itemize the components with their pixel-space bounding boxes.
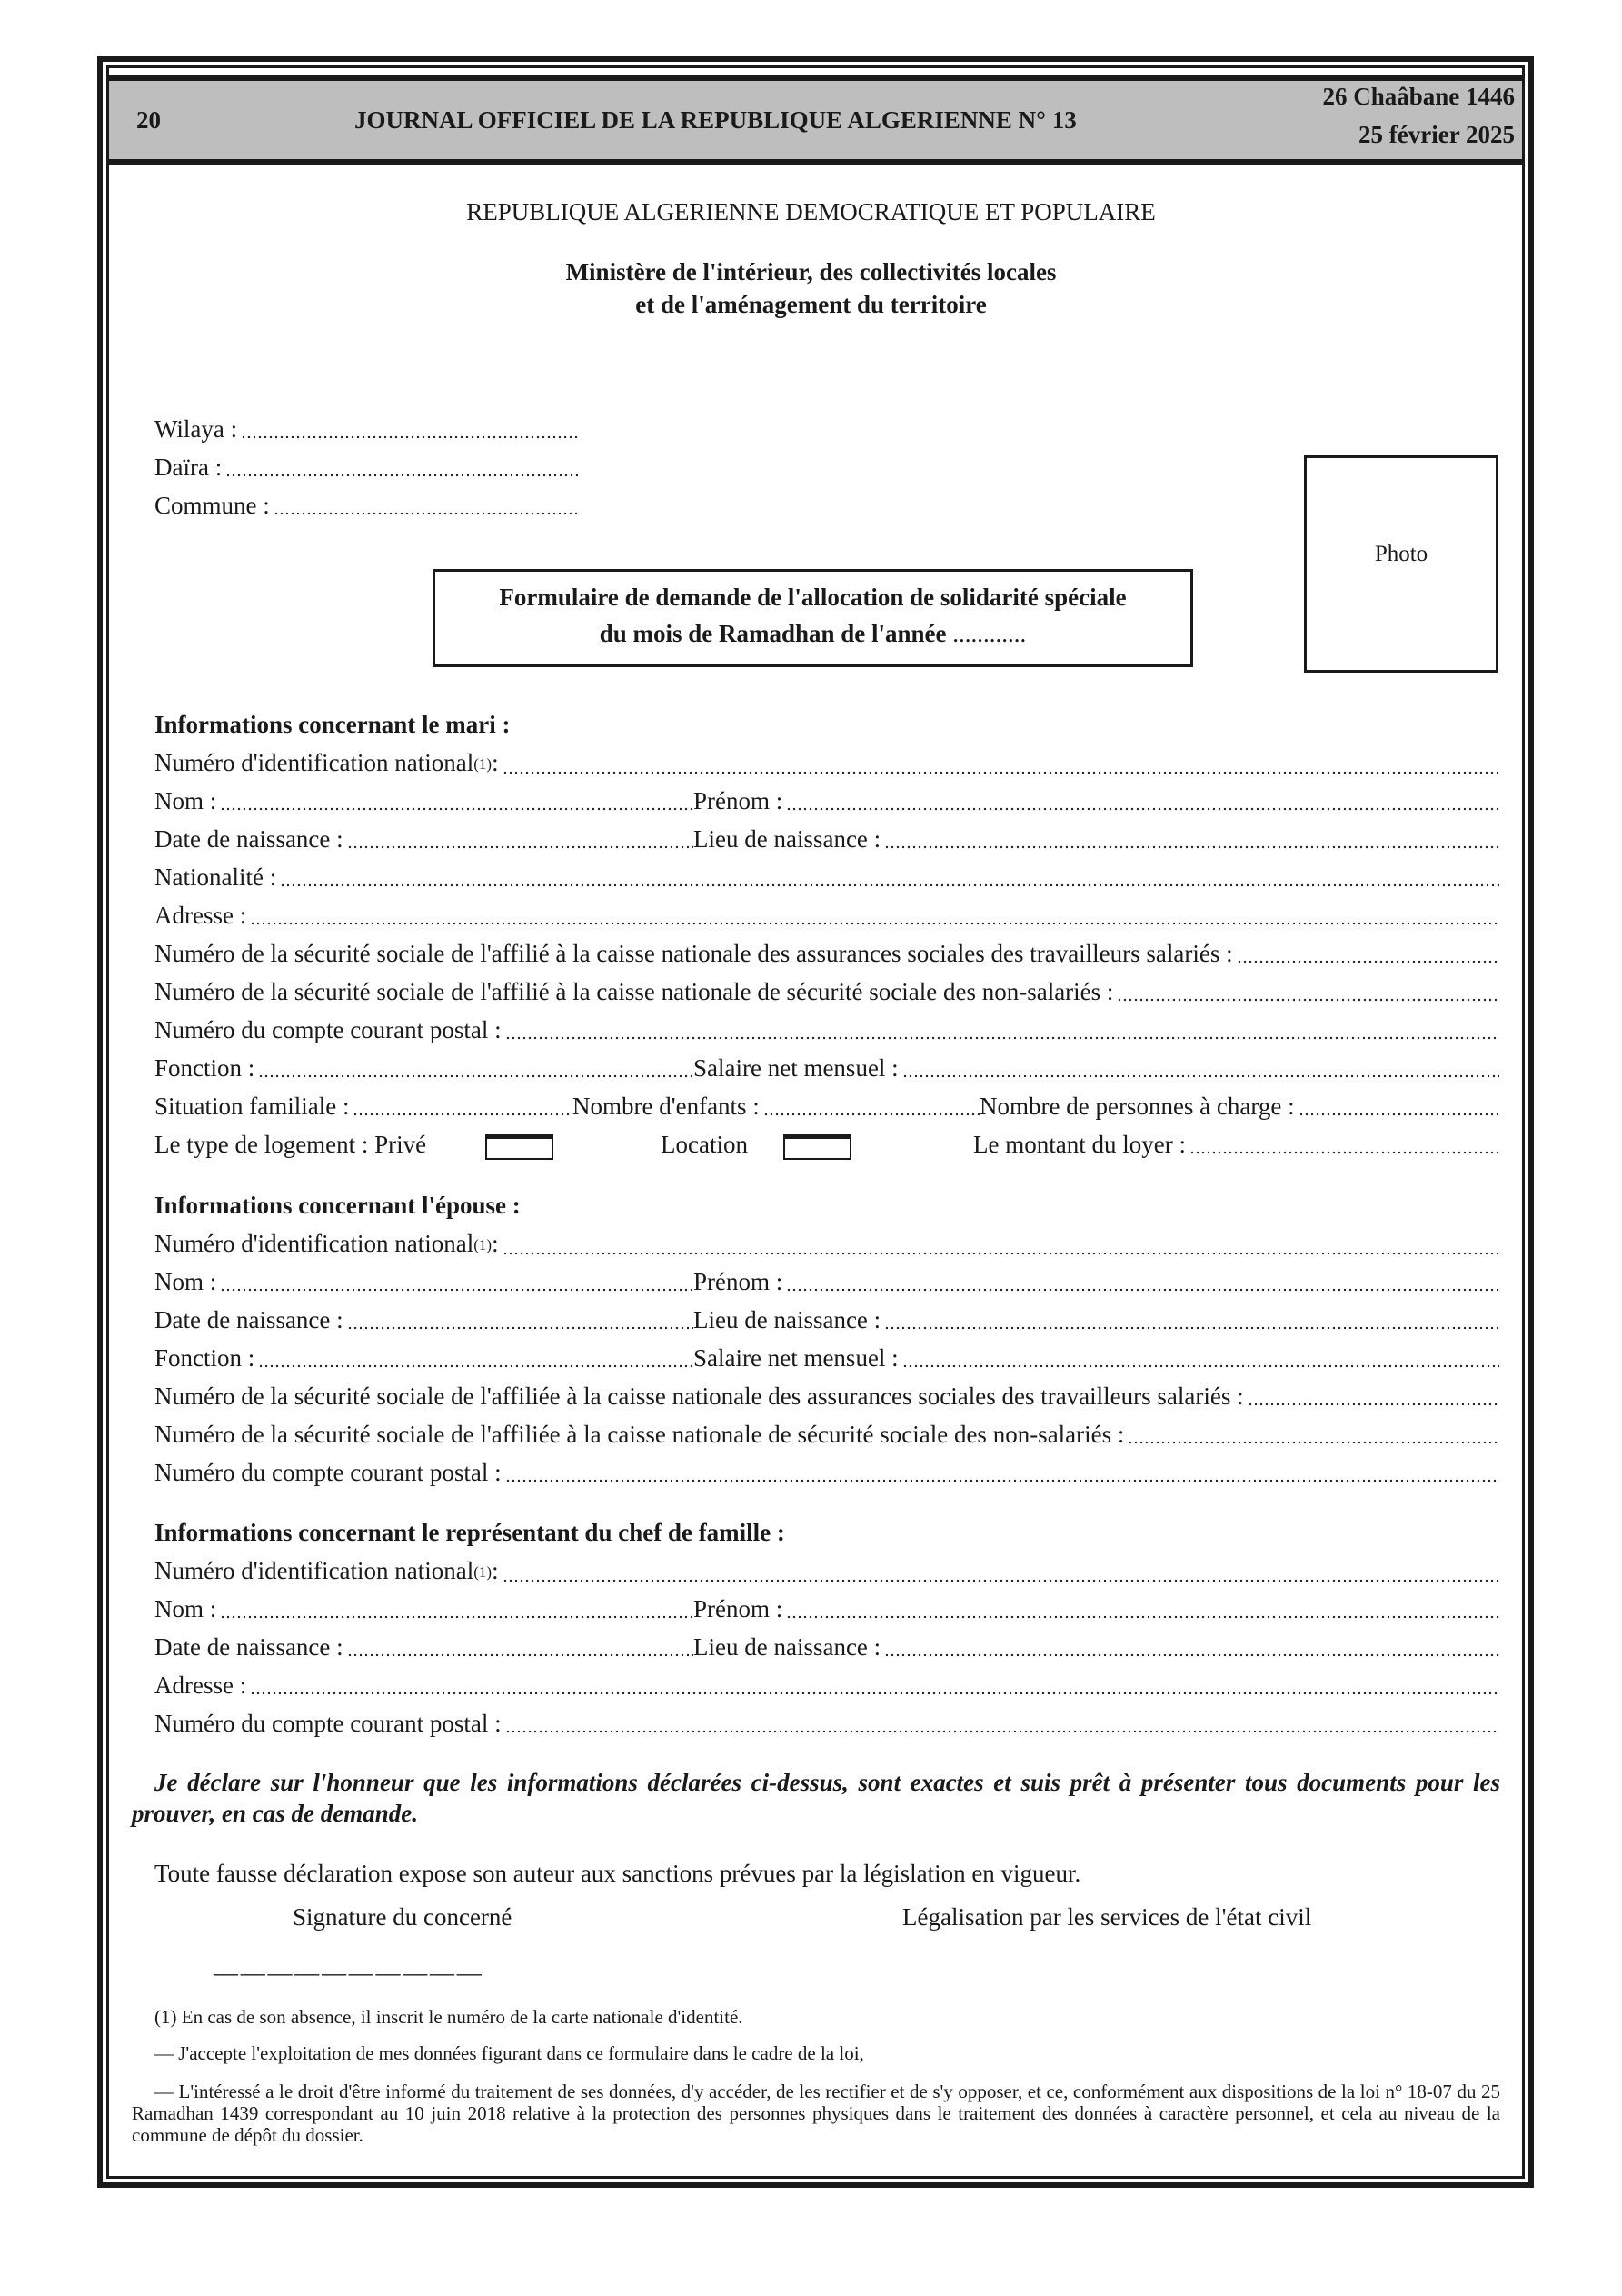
field-label-suffix: :: [492, 1230, 499, 1257]
private-housing-checkbox[interactable]: [485, 1134, 553, 1160]
section-title: Informations concernant l'épouse :: [154, 1192, 521, 1219]
form-row: [154, 973, 1499, 1011]
field-rent-amount: [973, 1125, 1499, 1163]
field-nom: [154, 782, 693, 820]
signature-label: Signature du concerné: [293, 1903, 512, 1931]
year-field[interactable]: ............: [952, 620, 1027, 647]
field-salaire-net-mensuel: [693, 1049, 1499, 1087]
field-prenom: [693, 1263, 1499, 1301]
ministry-line-2: et de l'aménagement du territoire: [635, 291, 987, 318]
field-input-dotted[interactable]: [1117, 997, 1499, 1003]
field-label: Situation familiale :: [154, 1093, 350, 1120]
form-row: [154, 744, 1499, 782]
field-label: Date de naissance :: [154, 825, 343, 853]
field-label: Numéro du compte courant postal :: [154, 1459, 502, 1486]
field-input-dotted[interactable]: [347, 1652, 693, 1658]
field-numero-d-identification-national: [154, 1224, 1499, 1266]
field-input-dotted[interactable]: [347, 1325, 693, 1331]
field-input-dotted[interactable]: [274, 511, 578, 516]
field-date-de-naissance: [154, 1301, 693, 1339]
field-input-dotted[interactable]: [347, 844, 693, 850]
field-wilaya: [154, 410, 578, 448]
field-input-dotted[interactable]: [280, 883, 1499, 888]
field-adresse: [154, 1666, 1499, 1704]
field-input-dotted[interactable]: [505, 1035, 1499, 1041]
field-label: Salaire net mensuel :: [693, 1344, 899, 1372]
field-numero-de-la-securite-sociale-de-l-affil: [154, 1415, 1499, 1453]
form-row: [154, 1087, 1499, 1125]
section-wife: [154, 1186, 1499, 1492]
false-declaration-warning: Toute fausse déclaration expose son auteur aux sanctions prévues par la législation en vigueur.: [154, 1860, 1081, 1887]
form-row: [154, 1552, 1499, 1590]
field-label: Lieu de naissance :: [693, 1633, 881, 1661]
field-nationalite: [154, 858, 1499, 896]
field-input-dotted[interactable]: [220, 1614, 693, 1620]
form-row: [154, 410, 578, 448]
field-label: Prénom :: [693, 1595, 783, 1622]
field-label: Numéro de la sécurité sociale de l'affilié à la caisse nationale des assurances sociales des travailleurs salariés :: [154, 940, 1233, 967]
field-numero-d-identification-national: [154, 1552, 1499, 1593]
field-label: Nombre d'enfants :: [572, 1093, 760, 1120]
field-fonction: [154, 1049, 693, 1087]
field-label: Adresse :: [154, 902, 247, 929]
field-input-dotted[interactable]: [786, 806, 1499, 812]
field-label: Salaire net mensuel :: [693, 1054, 899, 1082]
section-title: Informations concernant le mari :: [154, 711, 511, 738]
field-label: Nom :: [154, 1595, 217, 1622]
form-row: [154, 1263, 1499, 1301]
field-label: Wilaya :: [154, 415, 238, 443]
field-input-dotted[interactable]: [258, 1073, 693, 1079]
section-husband: [154, 705, 1499, 1163]
field-input-dotted[interactable]: [250, 1691, 1499, 1696]
field-lieu-de-naissance: [693, 820, 1499, 858]
footnote-separator: — — — — — — — — — —: [214, 1959, 480, 1986]
field-label: Fonction :: [154, 1054, 255, 1082]
field-label: Nom :: [154, 1268, 217, 1295]
field-prenom: [693, 782, 1499, 820]
rental-housing-checkbox[interactable]: [783, 1134, 851, 1160]
form-row: [154, 1415, 1499, 1453]
field-input-dotted[interactable]: [503, 770, 1499, 775]
form-row: [154, 486, 578, 524]
field-label: Le montant du loyer :: [973, 1131, 1186, 1158]
photo-box: [1304, 455, 1498, 673]
field-label: Daïra :: [154, 454, 223, 481]
field-label: Lieu de naissance :: [693, 825, 881, 853]
field-label-suffix: :: [492, 1557, 499, 1584]
field-label: Numéro de la sécurité sociale de l'affilié à la caisse nationale de sécurité sociale des non-salariés :: [154, 978, 1114, 1005]
form-row: [154, 1224, 1499, 1263]
field-label: Lieu de naissance :: [693, 1306, 881, 1333]
field-input-dotted[interactable]: [1299, 1112, 1499, 1117]
field-date-de-naissance: [154, 820, 693, 858]
section-representative: [154, 1513, 1499, 1742]
journal-title: JOURNAL OFFICIEL DE LA REPUBLIQUE ALGERIENNE N° 13: [354, 106, 1077, 134]
form-title-box: [433, 569, 1193, 667]
field-input-dotted[interactable]: [763, 1112, 980, 1117]
republic-heading: REPUBLIQUE ALGERIENNE DEMOCRATIQUE ET POPULAIRE: [466, 198, 1156, 225]
honor-declaration: Je déclare sur l'honneur que les informations déclarées ci-dessus, sont exactes et suis prêt à présenter tous documents pour les prouver, en cas de demande.: [132, 1769, 1500, 1827]
field-label: Numéro du compte courant postal :: [154, 1710, 502, 1737]
housing-row: [154, 1125, 1499, 1163]
field-label: Prénom :: [693, 1268, 783, 1295]
field-label: Numéro d'identification national: [154, 1230, 474, 1257]
field-numero-de-la-securite-sociale-de-l-affil: [154, 973, 1499, 1011]
field-daira: [154, 448, 578, 486]
housing-type-label: Le type de logement : Privé: [154, 1131, 427, 1158]
field-numero-du-compte-courant-postal: [154, 1011, 1499, 1049]
form-row: [154, 448, 578, 486]
legalisation-label: Légalisation par les services de l'état civil: [902, 1903, 1312, 1931]
field-label: Fonction :: [154, 1344, 255, 1372]
form-row: [154, 1666, 1499, 1704]
footnote-consent: — J'accepte l'exploitation de mes données figurant dans ce formulaire dans le cadre de la loi,: [154, 2042, 864, 2064]
field-nombre-d-enfants: [572, 1087, 980, 1125]
field-input-dotted[interactable]: [884, 844, 1499, 850]
field-input-dotted[interactable]: [220, 806, 693, 812]
field-prenom: [693, 1590, 1499, 1628]
form-title-line-2: du mois de Ramadhan de l'année: [599, 620, 947, 647]
field-numero-du-compte-courant-postal: [154, 1453, 1499, 1492]
form-row: [154, 1339, 1499, 1377]
field-label: Date de naissance :: [154, 1306, 343, 1333]
form-row: [154, 1301, 1499, 1339]
form-row: [154, 782, 1499, 820]
field-input-dotted[interactable]: [1189, 1150, 1499, 1155]
field-input-dotted[interactable]: [503, 1251, 1499, 1256]
field-input-dotted[interactable]: [1248, 1402, 1499, 1407]
field-numero-d-identification-national: [154, 744, 1499, 785]
field-fonction: [154, 1339, 693, 1377]
field-input-dotted[interactable]: [241, 434, 578, 440]
footnote-marker: (1): [473, 755, 493, 773]
field-lieu-de-naissance: [693, 1301, 1499, 1339]
ministry-line-1: Ministère de l'intérieur, des collectivités locales: [565, 258, 1057, 285]
field-input-dotted[interactable]: [258, 1363, 693, 1369]
field-input-dotted[interactable]: [220, 1287, 693, 1293]
form-row: [154, 1453, 1499, 1492]
form-title-line-1: Formulaire de demande de l'allocation de solidarité spéciale: [499, 584, 1127, 611]
form-row: [154, 1628, 1499, 1666]
field-input-dotted[interactable]: [505, 1729, 1499, 1734]
page-number: 20: [136, 106, 161, 134]
field-input-dotted[interactable]: [353, 1112, 572, 1117]
field-input-dotted[interactable]: [902, 1363, 1499, 1369]
photo-label: Photo: [1374, 542, 1428, 566]
field-input-dotted[interactable]: [902, 1073, 1499, 1079]
field-label: Prénom :: [693, 787, 783, 814]
journal-header: [109, 75, 1522, 165]
field-label: Nationalité :: [154, 863, 277, 891]
field-input-dotted[interactable]: [505, 1478, 1499, 1483]
field-date-de-naissance: [154, 1628, 693, 1666]
field-nombre-de-personnes-a-charge: [980, 1087, 1499, 1125]
field-label: Numéro de la sécurité sociale de l'affiliée à la caisse nationale de sécurité sociale des non-salariés :: [154, 1421, 1125, 1448]
location-fields: [154, 410, 578, 524]
field-adresse: [154, 896, 1499, 934]
field-nom: [154, 1263, 693, 1301]
field-numero-du-compte-courant-postal: [154, 1704, 1499, 1742]
field-label: Numéro d'identification national: [154, 749, 474, 776]
field-label: Commune :: [154, 492, 270, 519]
field-label: Numéro d'identification national: [154, 1557, 474, 1584]
rental-option-label: Location: [661, 1131, 748, 1158]
field-input-dotted[interactable]: [503, 1578, 1499, 1583]
form-row: [154, 896, 1499, 934]
form-row: [154, 858, 1499, 896]
field-label: Adresse :: [154, 1672, 247, 1699]
section-title: Informations concernant le représentant du chef de famille :: [154, 1519, 785, 1546]
field-input-dotted[interactable]: [225, 473, 578, 478]
field-label: Nom :: [154, 787, 217, 814]
field-numero-de-la-securite-sociale-de-l-affil: [154, 934, 1499, 973]
field-input-dotted[interactable]: [884, 1652, 1499, 1658]
form-row: [154, 820, 1499, 858]
field-label: Numéro du compte courant postal :: [154, 1016, 502, 1043]
field-input-dotted[interactable]: [786, 1287, 1499, 1293]
form-row: [154, 934, 1499, 973]
field-situation-familiale: [154, 1087, 572, 1125]
field-label: Nombre de personnes à charge :: [980, 1093, 1295, 1120]
form-row: [154, 1049, 1499, 1087]
footnote-marker: (1): [473, 1236, 493, 1253]
field-numero-de-la-securite-sociale-de-l-affil: [154, 1377, 1499, 1415]
form-row: [154, 1377, 1499, 1415]
field-label-suffix: :: [492, 749, 499, 776]
footnote-data-rights: — L'intéressé a le droit d'être informé du traitement de ses données, d'y accéder, de les rectifier et de s'y opposer, et ce, conformément aux dispositions de la loi n° 18-07 du 25 Ramadhan 1439 correspondant au 10 juin 2018 relative à la protection des personnes physiques dans le traitement des données à caractère personnel, et cela au niveau de la commune de dépôt du dossier.: [132, 2081, 1500, 2146]
gregorian-date: 25 février 2025: [1358, 121, 1515, 148]
field-input-dotted[interactable]: [884, 1325, 1499, 1331]
field-lieu-de-naissance: [693, 1628, 1499, 1666]
field-commune: [154, 486, 578, 524]
form-row: [154, 1704, 1499, 1742]
field-salaire-net-mensuel: [693, 1339, 1499, 1377]
footnote-marker: (1): [473, 1563, 493, 1581]
footnote-1: (1) En cas de son absence, il inscrit le numéro de la carte nationale d'identité.: [154, 2006, 743, 2028]
field-input-dotted[interactable]: [250, 921, 1499, 926]
form-row: [154, 1590, 1499, 1628]
hijri-date: 26 Chaâbane 1446: [1322, 83, 1515, 110]
field-nom: [154, 1590, 693, 1628]
field-label: Numéro de la sécurité sociale de l'affiliée à la caisse nationale des assurances sociales des travailleurs salariés :: [154, 1383, 1244, 1410]
form-row: [154, 1011, 1499, 1049]
field-input-dotted[interactable]: [786, 1614, 1499, 1620]
field-input-dotted[interactable]: [1128, 1440, 1499, 1445]
field-input-dotted[interactable]: [1237, 959, 1499, 964]
field-label: Date de naissance :: [154, 1633, 343, 1661]
